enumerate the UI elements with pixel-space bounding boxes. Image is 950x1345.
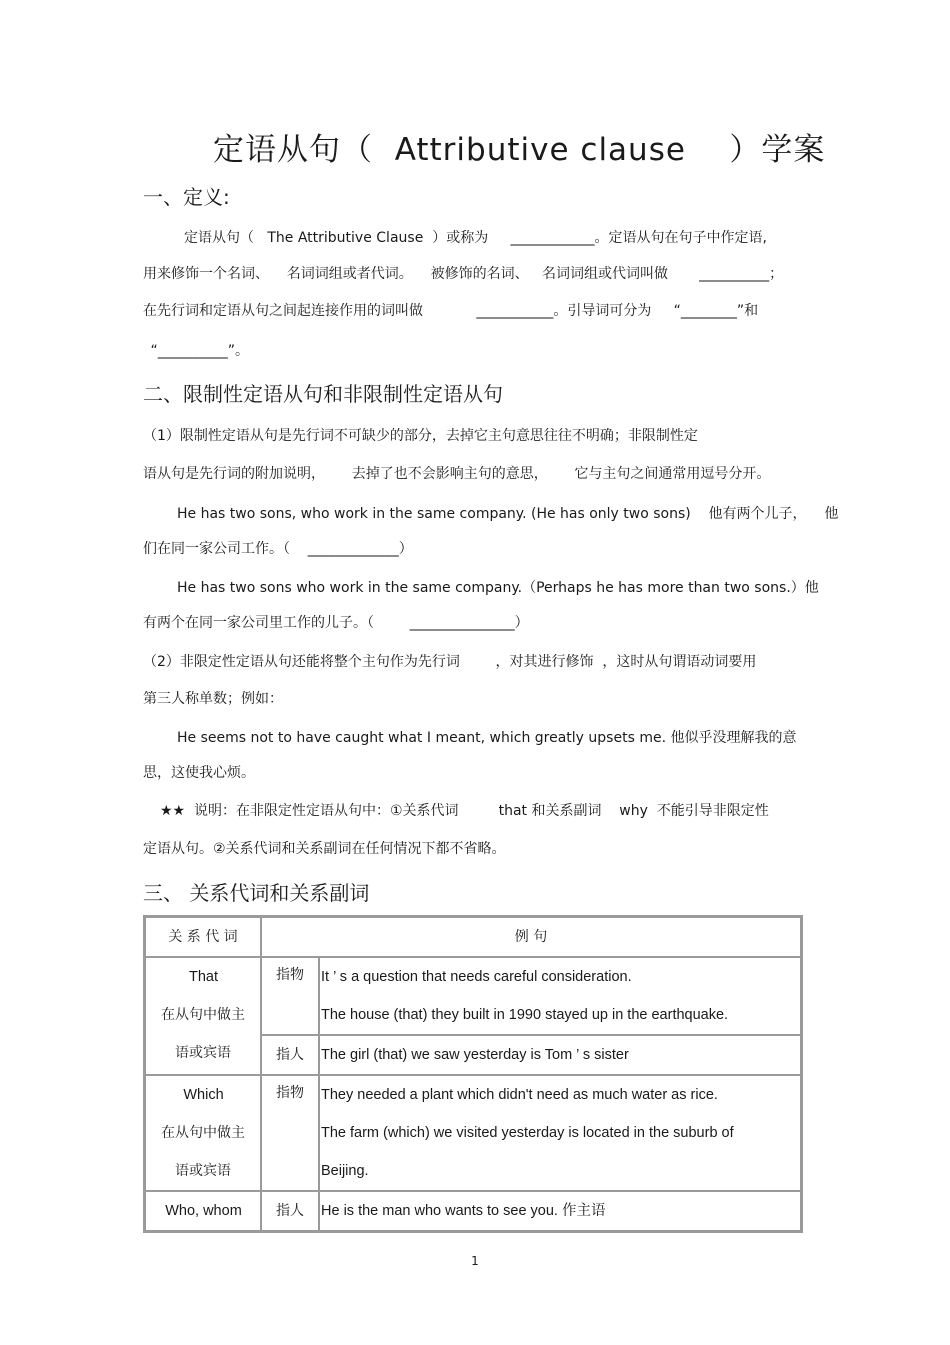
note-line-2: 定语从句。②关系代词和关系副词在任何情况下都不省略。 [143,841,506,857]
table-row [145,1191,801,1231]
which-thing-label: 指物 [276,1085,304,1101]
nonrestrictive-para-line-1: （2）非限定性定语从句还能将整个主句作为先行词 ，对其进行修饰 ，这时从句谓语动词要用 [143,654,757,670]
that-person-label: 指人 [276,1047,304,1063]
restrictive-para-line-2: 语从句是先行词的附加说明， 去掉了也不会影响主句的意思， 它与主句之间通常用逗号分开。 [143,466,771,482]
who-pronoun: Who, whom [165,1203,242,1219]
example-1-line-2: 们在同一家公司工作。（ _____________） [143,541,413,557]
page-number: 1 [471,1254,479,1268]
section-1-heading: 一、定义: [143,185,230,209]
note-line-1: ★★ 说明：在非限定性定语从句中：①关系代词 that 和关系副词 why 不能引导非限定性 [160,803,769,819]
which-example-3: Beijing. [321,1163,369,1179]
relative-words-table [143,915,803,1233]
section-2-heading: 二、限制性定语从句和非限制性定语从句 [143,382,503,406]
page-title: 定语从句（ Attributive clause ）学案 [213,132,826,168]
which-example-1: They needed a plant which didn't need as much water as rice. [321,1087,718,1103]
which-example-2: The farm (which) we visited yesterday is located in the suburb of [321,1125,734,1141]
who-examples [319,1191,801,1231]
which-examples [319,1075,801,1191]
nonrestrictive-para-line-2: 第三人称单数；例如： [143,691,283,707]
who-pronoun-cell [145,1191,261,1231]
that-usage-2: 语或宾语 [175,1045,231,1061]
which-pronoun: Which [183,1087,224,1103]
example-1-line-1: He has two sons, who work in the same company. (He has only two sons) 他有两个儿子， 他 [177,506,839,522]
section-3-heading: 三、 关系代词和关系副词 [143,881,370,905]
which-thing-label-cell [261,1075,319,1191]
example-2-line-1: He has two sons who work in the same company.（Perhaps he has more than two sons.）他 [177,580,819,596]
who-person-label: 指人 [276,1203,304,1219]
that-thing-example-1: It ’ s a question that needs careful consideration. [321,969,632,985]
that-thing-label: 指物 [276,967,304,983]
that-pronoun-cell [145,957,261,1075]
that-thing-examples [319,957,801,1035]
table-header-row [145,917,801,957]
that-person-example-1: The girl (that) we saw yesterday is Tom ’ s sister [321,1047,629,1063]
restrictive-para-line-1: （1）限制性定语从句是先行词不可缺少的部分，去掉它主句意思往往不明确；非限制性定 [143,428,698,444]
that-thing-example-2: The house (that) they built in 1990 stayed up in the earthquake. [321,1007,729,1023]
table-row [145,1075,801,1191]
example-3-line-2: 思，这使我心烦。 [143,765,255,781]
that-person-examples [319,1035,801,1075]
header-cell-example: 例 句 [261,917,801,957]
definition-line-4: “__________”。 [146,343,249,359]
header-cell-pronoun: 关 系 代 词 [145,917,261,957]
who-person-label-cell [261,1191,319,1231]
definition-line-1: 定语从句（ The Attributive Clause ）或称为 ____________。定语从句在句子中作定语, [184,230,767,246]
definition-line-3: 在先行词和定语从句之间起连接作用的词叫做 ___________。引导词可分为 “________”和 [143,303,759,319]
that-pronoun: That [188,969,218,985]
that-person-label-cell [261,1035,319,1075]
which-pronoun-cell [145,1075,261,1191]
that-usage-1: 在从句中做主 [161,1007,245,1023]
which-usage-1: 在从句中做主 [161,1125,245,1141]
that-thing-label-cell [261,957,319,1035]
table-row [145,957,801,1035]
which-usage-2: 语或宾语 [175,1163,231,1179]
example-2-line-2: 有两个在同一家公司里工作的儿子。（ _______________） [143,615,529,631]
who-example-1: He is the man who wants to see you. 作主语 [321,1203,606,1219]
example-3-line-1: He seems not to have caught what I meant, which greatly upsets me. 他似乎没理解我的意 [177,730,797,746]
definition-line-2: 用来修饰一个名词、 名词词组或者代词。 被修饰的名词、 名词词组或代词叫做 __________； [143,266,784,282]
